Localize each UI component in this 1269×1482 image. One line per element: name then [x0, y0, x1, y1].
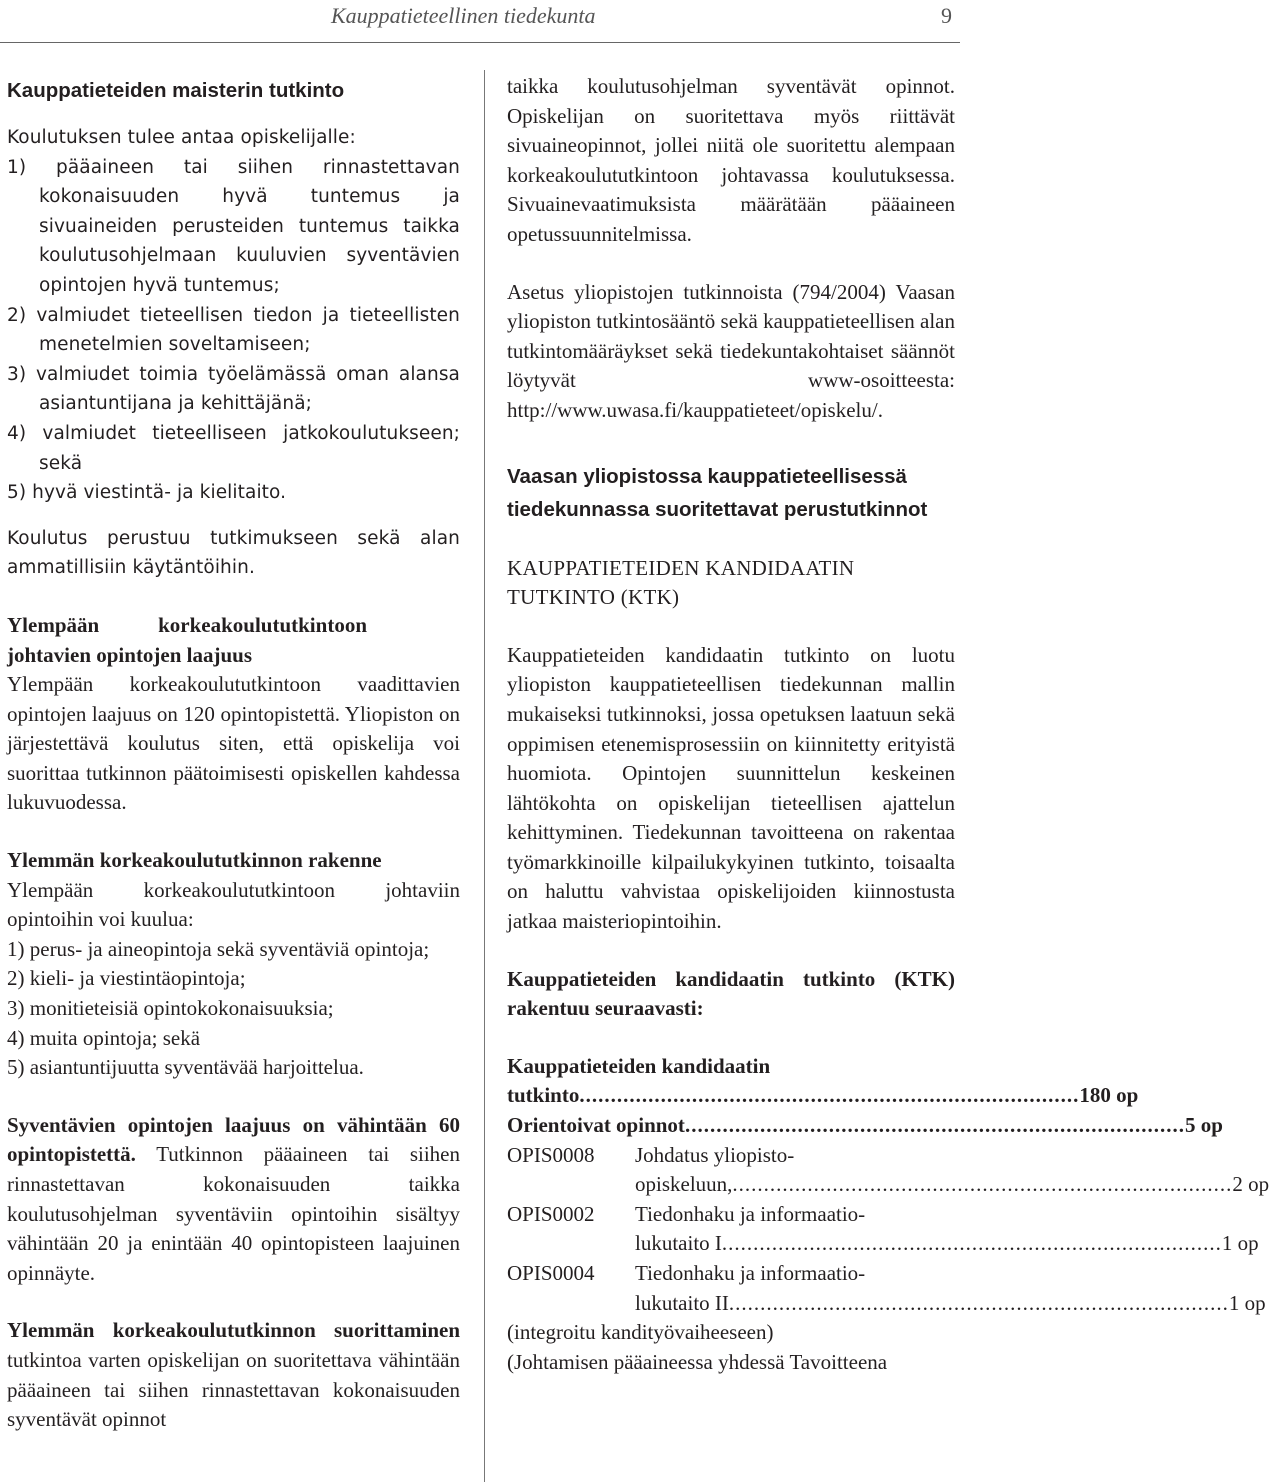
orientation-label: Orientoivat opinnot: [507, 1113, 685, 1138]
goals-list: [7, 153, 460, 508]
structure-note: (Johtamisen pääaineessa yhdessä Tavoitteena: [507, 1349, 888, 1374]
orientation-points: 5 op: [1184, 1113, 1223, 1138]
course-code: OPIS0004: [507, 1261, 595, 1285]
structure-intro: Ylempään korkeakoulututkintoon johtaviin opintoihin voi kuulua:: [7, 877, 460, 932]
course-points: 2 op: [1232, 1172, 1269, 1197]
goal-item: 5) hyvä viestintä- ja kielitaito.: [7, 482, 287, 504]
orientation-row: [507, 1111, 1223, 1141]
column-divider: [484, 70, 485, 1482]
course-row: [507, 1259, 1266, 1318]
dot-leader: ................................................................................: [721, 1231, 1222, 1256]
completion-lead: Ylemmän korkeakoulututkinnon suorittaminen: [7, 1318, 460, 1343]
structure-item: 4) muita opintoja; sekä: [7, 1025, 201, 1050]
degrees-section-heading: Vaasan yliopistossa kauppatieteellisessä tiedekunnassa suoritettavat perustutkinnot: [507, 464, 928, 521]
degree-name-line: Kauppatieteiden kandidaatin: [507, 1053, 771, 1078]
right-column: [507, 72, 1269, 1377]
dot-leader: ................................................................................: [684, 1113, 1185, 1138]
page-header: [0, 0, 960, 43]
course-row: [507, 1200, 1259, 1259]
scope-heading: Ylempään korkeakoulututkintoon johtavien opintojen laajuus: [7, 612, 367, 667]
course-code: OPIS0002: [507, 1201, 595, 1226]
goals-intro: Koulutuksen tulee antaa opiskelijalle:: [7, 127, 356, 148]
basis-paragraph: Koulutus perustuu tutkimukseen sekä alan ammatillisiin käytäntöihin.: [7, 527, 460, 579]
course-title: Tiedonhaku ja informaatio-: [635, 1261, 866, 1285]
structure-item: 5) asiantuntijuutta syventävää harjoittelua.: [7, 1055, 364, 1080]
ktk-paragraph: Kauppatieteiden kandidaatin tutkinto on luotu yliopiston kauppatieteellisen tiedekunnan mallin mukaiseksi tutkinnoksi, jossa opetuksen laatuun sekä oppimisen etenemisprosessiin on kiinnitetty erityistä huomiota. Opintojen suunnittelun keskeinen lähtökohta on opiskelijan tieteellisen ajattelun kehittyminen. Tiedekunnan tavoitteena on rakentaa työmarkkinoille kilpailukykyinen tutkinto, toisaalta on haluttu vahvistaa opiskelijoiden kiinnostusta jatkaa maisteriopintoihin.: [507, 642, 955, 934]
completion-text: tutkintoa varten opiskelijan on suoritettava vähintään pääaineen tai siihen rinnastettavan kokonaisuuden syventävät opinnot: [7, 1347, 460, 1432]
course-code: OPIS0008: [507, 1142, 595, 1167]
dot-leader: ................................................................................: [732, 1172, 1233, 1197]
course-points: 1 op: [1221, 1231, 1259, 1256]
advanced-paragraph: [7, 1111, 460, 1289]
degree-points: 180 op: [1079, 1083, 1139, 1108]
course-title: Tiedonhaku ja informaatio-: [635, 1201, 866, 1226]
masters-heading: Kauppatieteiden maisterin tutkinto: [7, 79, 345, 102]
structure-note: (integroitu kandityövaiheeseen): [507, 1320, 774, 1345]
completion-paragraph: [7, 1316, 460, 1434]
left-column: [7, 72, 460, 1435]
structure-item: 1) perus- ja aineopintoja sekä syventäviä opintoja;: [7, 936, 430, 961]
running-title: Kauppatieteellinen tiedekunta: [331, 3, 596, 28]
course-title: Johdatus yliopisto-: [635, 1142, 795, 1167]
course-row: [507, 1141, 1269, 1200]
degree-name-cont: tutkinto: [507, 1083, 580, 1108]
course-points: 1 op: [1228, 1290, 1266, 1315]
course-title-cont: lukutaito I: [635, 1231, 722, 1256]
course-title-cont: lukutaito II: [635, 1290, 729, 1315]
goal-item: 4) valmiudet tieteelliseen jatkokoulutukseen; sekä: [7, 422, 460, 474]
degree-structure-list: [507, 1052, 1269, 1378]
scope-paragraph: Ylempään korkeakoulututkintoon vaadittavien opintojen laajuus on 120 opintopistettä. Yliopiston on järjestettävä koulutus siten, että opiskelija voi suorittaa tutkinnon päätoimisesti opiskellen kahdessa lukuvuodessa.: [7, 672, 460, 815]
advanced-lead: Syventävien opintojen laajuus on vähintään 60 opintopistettä.: [7, 1112, 460, 1167]
goal-item: 1) pääaineen tai siihen rinnastettavan kokonaisuuden hyvä tuntemus ja sivuaineiden perusteiden tuntemus taikka koulutusohjelmaan kuuluvien syventävien opintojen hyvä tuntemus;: [7, 156, 460, 296]
ktk-structure-heading: Kauppatieteiden kandidaatin tutkinto (KTK) rakentuu seuraavasti:: [507, 966, 955, 1021]
decree-paragraph: Asetus yliopistojen tutkinnoista (794/2004) Vaasan yliopiston tutkintosääntö sekä kauppatieteellisen alan tutkintomääräykset sekä tiedekuntakohtaiset säännöt löytyvät www-osoitteesta: http://www.uwasa.fi/kauppatieteet/opiskelu/.: [507, 279, 955, 422]
structure-item: 3) monitieteisiä opintokokonaisuuksia;: [7, 996, 334, 1021]
goal-item: 3) valmiudet toimia työelämässä oman alansa asiantuntijana ja kehittäjänä;: [7, 363, 460, 415]
degree-total-row: [507, 1081, 1139, 1111]
course-title-cont: opiskeluun,: [635, 1172, 733, 1197]
advanced-text: Tutkinnon pääaineen tai siihen rinnastettavan kokonaisuuden taikka koulutusohjelman syventäviin opintoihin sisältyy vähintään 20 ja enintään 40 opintopisteen laajuinen opinnäyte.: [7, 1142, 460, 1285]
page-number: 9: [941, 3, 952, 28]
goal-item: 2) valmiudet tieteellisen tiedon ja tieteellisten menetelmien soveltamiseen;: [7, 304, 460, 356]
structure-item: 2) kieli- ja viestintäopintoja;: [7, 966, 246, 991]
ktk-heading: KAUPPATIETEIDEN KANDIDAATIN TUTKINTO (KTK): [507, 555, 855, 610]
dot-leader: ................................................................................: [579, 1083, 1080, 1108]
dot-leader: ................................................................................: [728, 1290, 1229, 1315]
goals-block: [7, 123, 460, 583]
structure-heading: Ylemmän korkeakoulututkinnon rakenne: [7, 848, 382, 873]
continuation-paragraph: taikka koulutusohjelman syventävät opinnot. Opiskelijan on suoritettava myös riittävät sivuaineopinnot, jollei niitä ole suoritettu alempaan korkeakoulututkintoon johtavassa koulutuksessa. Sivuainevaatimuksista määrätään pääaineen opetussuunnitelmissa.: [507, 74, 955, 246]
structure-list: [7, 935, 460, 1083]
